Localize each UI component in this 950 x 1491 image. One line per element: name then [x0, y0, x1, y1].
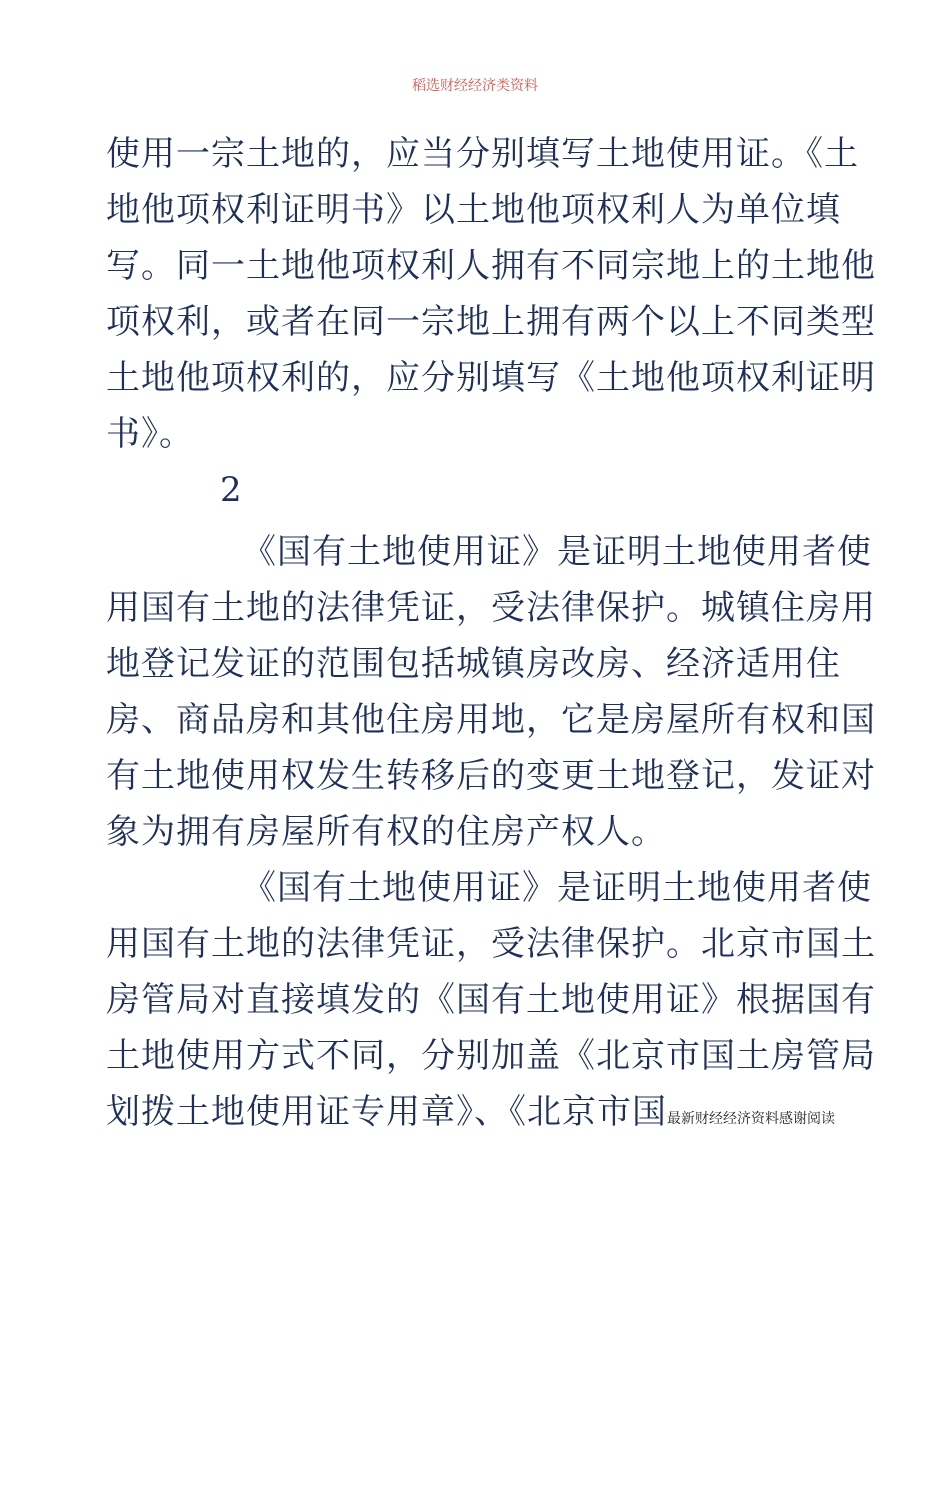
paragraph-3	[106, 860, 881, 1147]
section-number: 2	[220, 470, 243, 510]
footer-note: 最新财经经济资料感谢阅读	[667, 1111, 835, 1127]
paragraph-1: 使用一宗土地的，应当分别填写土地使用证。《土地他项权利证明书》以土地他项权利人为单位填写。同一土地他项权利人拥有不同宗地上的土地他项权利，或者在同一宗地上拥有两个以上不同类型土地他项权利的，应分别填写《土地他项权利证明书》。	[106, 134, 876, 454]
paragraph-2: 《国有土地使用证》是证明土地使用者使用国有土地的法律凭证，受法律保护。城镇住房用地登记发证的范围包括城镇房改房、经济适用住房、商品房和其他住房用地，它是房屋所有权和国有土地使用权发生转移后的变更土地登记，发证对象为拥有房屋所有权的住房产权人。	[106, 532, 876, 852]
page-header: 稻选财经经济类资料	[412, 78, 538, 94]
document-body	[106, 126, 881, 1147]
paragraph-3-text: 《国有土地使用证》是证明土地使用者使用国有土地的法律凭证，受法律保护。北京市国土房管局对直接填发的《国有土地使用证》根据国有土地使用方式不同，分别加盖《北京市国土房管局划拨土地使用证专用章》、《北京市国	[106, 868, 876, 1132]
